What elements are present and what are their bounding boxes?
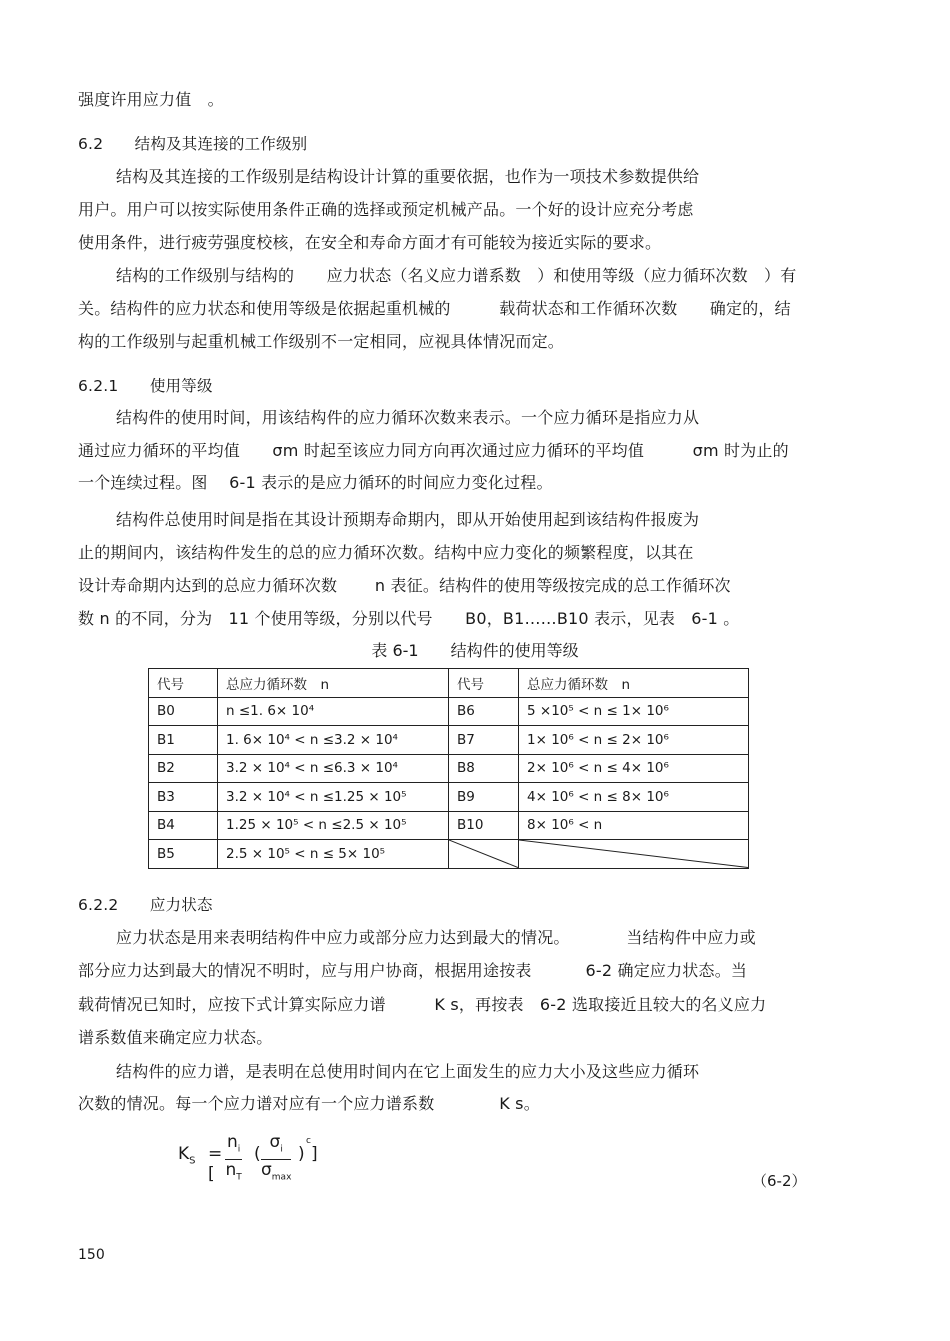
table-cell: 1.25 × 10⁵ < n ≤2.5 × 10⁵ bbox=[218, 811, 449, 840]
formula-equals: =[ bbox=[208, 1144, 223, 1184]
usage-grade-table bbox=[148, 668, 749, 869]
paragraph-line: 一个连续过程。图 6-1 表示的是应力循环的时间应力变化过程。 bbox=[78, 473, 553, 492]
header-cycles: 总应力循环数 n bbox=[218, 669, 449, 698]
empty-diagonal-cell bbox=[519, 840, 749, 869]
table-row bbox=[149, 783, 749, 812]
table-row bbox=[149, 840, 749, 869]
paragraph-line: 应力状态是用来表明结构件中应力或部分应力达到最大的情况。 当结构件中应力或 bbox=[116, 928, 757, 947]
table-cell: 1. 6× 10⁴ < n ≤3.2 × 10⁴ bbox=[218, 726, 449, 755]
paragraph-line: 结构的工作级别与结构的 应力状态（名义应力谱系数 ）和使用等级（应力循环次数 ）有 bbox=[116, 266, 797, 285]
table-cell: B2 bbox=[149, 754, 218, 783]
formula-paren: ( bbox=[254, 1144, 261, 1164]
table-row bbox=[149, 811, 749, 840]
table-cell: B10 bbox=[449, 811, 519, 840]
table-cell: B5 bbox=[149, 840, 218, 869]
paragraph-line: 谱系数值来确定应力状态。 bbox=[78, 1028, 273, 1047]
table-cell: 2.5 × 10⁵ < n ≤ 5× 10⁵ bbox=[218, 840, 449, 869]
table-cell: B3 bbox=[149, 783, 218, 812]
empty-diagonal-cell bbox=[449, 840, 519, 869]
formula-exponent: c bbox=[306, 1136, 311, 1146]
table-cell: B4 bbox=[149, 811, 218, 840]
table-cell: B0 bbox=[149, 697, 218, 726]
stress-ratio-fraction: $\sigma_i$ $\sigma_{max}$ bbox=[261, 1132, 292, 1183]
paragraph-line: 关。结构件的应力状态和使用等级是依据起重机械的 载荷状态和工作循环次数 确定的，结 bbox=[78, 299, 791, 318]
formula-lhs: $K_S$ bbox=[178, 1144, 196, 1167]
header-cycles: 总应力循环数 n bbox=[519, 669, 749, 698]
paragraph-line: 强度许用应力值 。 bbox=[78, 90, 224, 109]
table-cell: 4× 10⁶ < n ≤ 8× 10⁶ bbox=[519, 783, 749, 812]
table-cell: 3.2 × 10⁴ < n ≤1.25 × 10⁵ bbox=[218, 783, 449, 812]
table-cell: B8 bbox=[449, 754, 519, 783]
cycle-ratio-fraction: $\frac{n_i}{n_T}$ bbox=[225, 1132, 242, 1183]
paragraph-line: 部分应力达到最大的情况不明时，应与用户协商，根据用途按表 6-2 确定应力状态。当 bbox=[78, 961, 748, 980]
table-cell: 3.2 × 10⁴ < n ≤6.3 × 10⁴ bbox=[218, 754, 449, 783]
table-cell: 2× 10⁶ < n ≤ 4× 10⁶ bbox=[519, 754, 749, 783]
table-caption: 表 6-1 结构件的使用等级 bbox=[371, 641, 579, 660]
table-cell: 8× 10⁶ < n bbox=[519, 811, 749, 840]
paragraph-line: 结构件的应力谱，是表明在总使用时间内在它上面发生的应力大小及这些应力循环 bbox=[116, 1062, 700, 1081]
table-cell: B7 bbox=[449, 726, 519, 755]
paragraph-line: 构的工作级别与起重机械工作级别不一定相同，应视具体情况而定。 bbox=[78, 332, 565, 351]
formula-paren: ) bbox=[298, 1144, 305, 1164]
header-code: 代号 bbox=[149, 669, 218, 698]
header-code: 代号 bbox=[449, 669, 519, 698]
paragraph-line: 止的期间内，该结构件发生的总的应力循环次数。结构中应力变化的频繁程度，以其在 bbox=[78, 543, 694, 562]
table-cell: 1× 10⁶ < n ≤ 2× 10⁶ bbox=[519, 726, 749, 755]
paragraph-line: 次数的情况。每一个应力谱对应有一个应力谱系数 K s。 bbox=[78, 1094, 540, 1113]
section-heading-6-2: 6.2 结构及其连接的工作级别 bbox=[78, 135, 308, 153]
paragraph-line: 结构及其连接的工作级别是结构设计计算的重要依据，也作为一项技术参数提供给 bbox=[116, 167, 700, 186]
paragraph-line: 通过应力循环的平均值 σm 时起至该应力同方向再次通过应力循环的平均值 σm 时为止的 bbox=[78, 441, 789, 460]
formula-bracket: ] bbox=[311, 1144, 318, 1164]
page-number: 150 bbox=[78, 1247, 105, 1263]
section-heading-6-2-1: 6.2.1 使用等级 bbox=[78, 377, 213, 395]
table-cell: 5 ×10⁵ < n ≤ 1× 10⁶ bbox=[519, 697, 749, 726]
table-row bbox=[149, 697, 749, 726]
equation-number: （6-2） bbox=[752, 1172, 807, 1190]
paragraph-line: 数 n 的不同，分为 11 个使用等级，分别以代号 B0，B1……B10 表示，见表 6-1 。 bbox=[78, 609, 740, 628]
table-row bbox=[149, 754, 749, 783]
table-cell: B1 bbox=[149, 726, 218, 755]
table-row bbox=[149, 726, 749, 755]
table-cell: n ≤1. 6× 10⁴ bbox=[218, 697, 449, 726]
table-cell: B9 bbox=[449, 783, 519, 812]
paragraph-line: 结构件总使用时间是指在其设计预期寿命期内，即从开始使用起到该结构件报废为 bbox=[116, 510, 700, 529]
section-heading-6-2-2: 6.2.2 应力状态 bbox=[78, 896, 213, 914]
paragraph-line: 用户。用户可以按实际使用条件正确的选择或预定机械产品。一个好的设计应充分考虑 bbox=[78, 200, 694, 219]
paragraph-line: 载荷情况已知时，应按下式计算实际应力谱 K s，再按表 6-2 选取接近且较大的名义应力 bbox=[78, 995, 767, 1014]
table-header-row bbox=[149, 669, 749, 698]
table-cell: B6 bbox=[449, 697, 519, 726]
paragraph-line: 设计寿命期内达到的总应力循环次数 n 表征。结构件的使用等级按完成的总工作循环次 bbox=[78, 576, 731, 595]
paragraph-line: 使用条件，进行疲劳强度校核，在安全和寿命方面才有可能较为接近实际的要求。 bbox=[78, 233, 662, 252]
paragraph-line: 结构件的使用时间，用该结构件的应力循环次数来表示。一个应力循环是指应力从 bbox=[116, 408, 700, 427]
